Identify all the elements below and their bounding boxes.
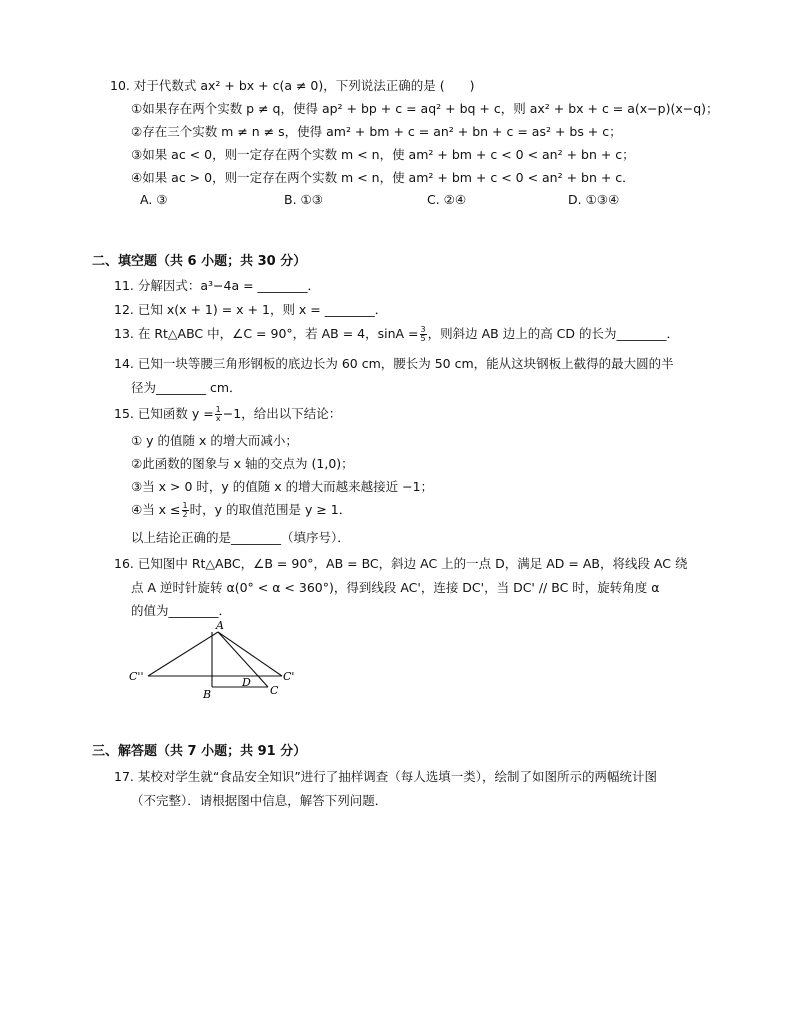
- q15-frac-den: x: [215, 414, 221, 423]
- label-c: C: [270, 684, 279, 697]
- q17-line-2: （不完整）．请根据图中信息，解答下列问题．: [131, 793, 388, 808]
- label-c-double-prime: C'': [129, 670, 144, 683]
- q15-c4-fraction: [182, 502, 189, 519]
- q10-option-b: B. ①③: [284, 192, 323, 207]
- q16-figure-lines: [148, 632, 282, 687]
- segment-a-c2: [148, 632, 218, 676]
- q12: 12. 已知 x(x + 1) = x + 1，则 x = ________．: [114, 302, 388, 317]
- label-c-prime: C': [283, 670, 295, 683]
- q11: 11. 分解因式：a³−4a = ________．: [114, 278, 321, 293]
- q13: [114, 324, 679, 343]
- q13-pre: 13. 在 Rt△ABC 中，∠C = 90°，若 AB = 4，sinA =: [114, 326, 419, 341]
- q15-pre: 15. 已知函数 y =: [114, 406, 214, 421]
- q10-stem: 10. 对于代数式 ax² + bx + c(a ≠ 0)，下列说法正确的是 ( ): [110, 78, 475, 93]
- q10-option-a: A. ③: [140, 192, 168, 207]
- q16-line-3: 的值为________．: [131, 603, 232, 618]
- q13-frac-den: 5: [420, 334, 426, 343]
- q14-line-2: 径为________ cm．: [131, 380, 242, 395]
- q15-c4-frac-den: 2: [182, 510, 188, 519]
- q14-line-1: 14. 已知一块等腰三角形钢板的底边长为 60 cm，腰长为 50 cm，能从这块钢板上截得的最大圆的半: [114, 356, 674, 371]
- label-d: D: [242, 676, 251, 689]
- q16-line-2: 点 A 逆时针旋转 α(0° < α < 360°)，得到线段 AC'，连接 DC'，当 DC' // BC 时，旋转角度 α: [131, 580, 660, 595]
- q10-statement-1: ①如果存在两个实数 p ≠ q，使得 ap² + bp + c = aq² + bq + c，则 ax² + bx + c = a(x−p)(x−q)；: [131, 101, 719, 116]
- q15-stem: [114, 404, 341, 423]
- q15-fraction: [215, 406, 222, 423]
- section-2-heading: 二、填空题（共 6 小题；共 30 分）: [92, 254, 307, 269]
- q10-statement-4: ④如果 ac > 0，则一定存在两个实数 m < n，使 am² + bm + c < 0 < an² + bn + c．: [131, 170, 635, 185]
- q15-c4-post: 时，y 的取值范围是 y ≥ 1．: [189, 502, 352, 517]
- q13-post: ，则斜边 AB 边上的高 CD 的长为________．: [427, 326, 679, 341]
- q15-answer-line: 以上结论正确的是________（填序号）．: [131, 530, 350, 545]
- q17-line-1: 17. 某校对学生就“食品安全知识”进行了抽样调查（每人选填一类），绘制了如图所示的两幅统计图: [114, 769, 658, 784]
- q10-option-c: C. ②④: [427, 192, 467, 207]
- q16-line-1: 16. 已知图中 Rt△ABC，∠B = 90°，AB = BC，斜边 AC 上的一点 D，满足 AD = AB，将线段 AC 绕: [114, 556, 688, 571]
- q15-frac-num: 1: [215, 405, 221, 414]
- q13-fraction: [420, 326, 427, 343]
- label-a: A: [216, 620, 224, 632]
- q15-conclusion-4: [131, 500, 351, 519]
- q15-conclusion-3: ③当 x > 0 时，y 的值随 x 的增大而越来越接近 −1；: [131, 479, 434, 494]
- q10-option-d: D. ①③④: [568, 192, 620, 207]
- section-3-heading: 三、解答题（共 7 小题；共 91 分）: [92, 744, 307, 759]
- q13-frac-num: 3: [420, 325, 426, 334]
- q15-conclusion-1: ① y 的值随 x 的增大而减小；: [131, 433, 298, 448]
- q15-c4-pre: ④当 x ≤: [131, 502, 181, 517]
- q10-statement-2: ②存在三个实数 m ≠ n ≠ s，使得 am² + bm + c = an² + bn + c = as² + bs + c；: [131, 124, 622, 139]
- q15-c4-frac-num: 1: [182, 501, 188, 510]
- q15-conclusion-2: ②此函数的图象与 x 轴的交点为 (1,0)；: [131, 456, 354, 471]
- q15-post: −1，给出以下结论：: [222, 406, 342, 421]
- q10-statement-3: ③如果 ac < 0，则一定存在两个实数 m < n，使 am² + bm + c < 0 < an² + bn + c；: [131, 147, 635, 162]
- q16-figure: [125, 620, 305, 702]
- segment-a-c1: [218, 632, 282, 676]
- label-b: B: [203, 688, 212, 701]
